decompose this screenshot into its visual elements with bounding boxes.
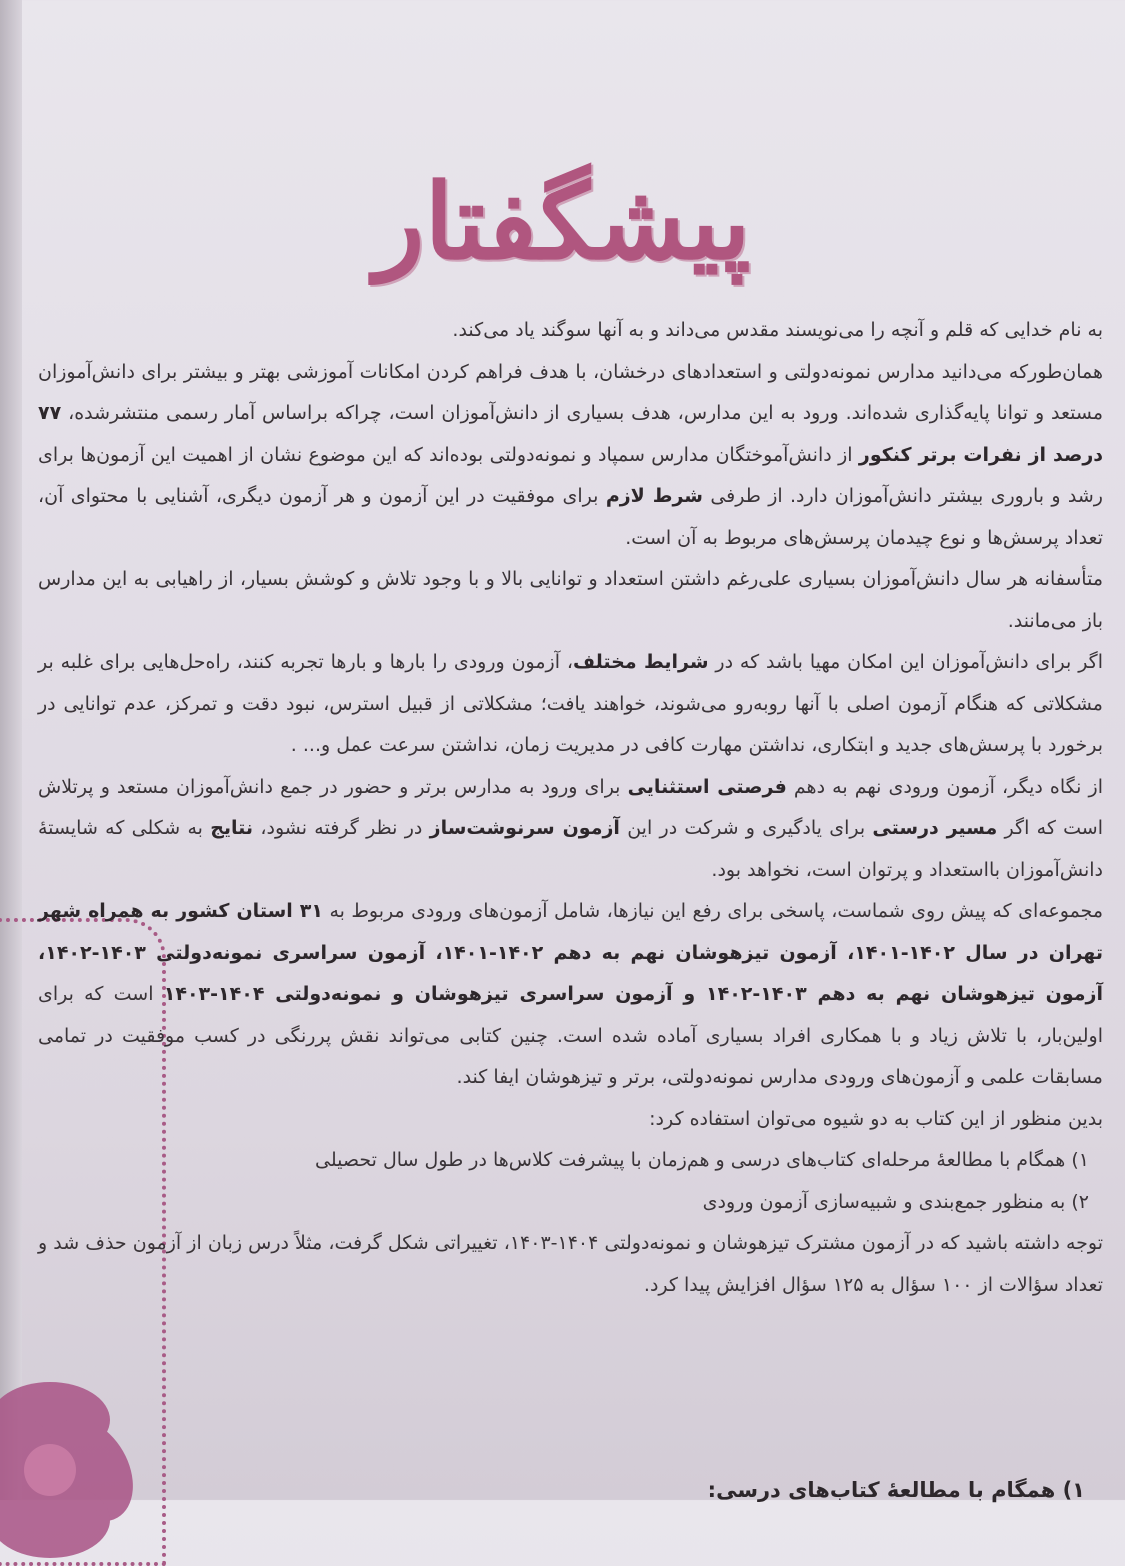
section-heading-cutoff: ۱) همگام با مطالعهٔ کتاب‌های درسی: bbox=[707, 1478, 1085, 1502]
emphasis-opportunity: فرصتی استثنایی bbox=[627, 775, 787, 798]
paragraph-collection: مجموعه‌ای که پیش روی شماست، پاسخی برای رفع این نیازها، شامل آزمون‌های ورودی مربوط به ۳۱ استان کشور به همراه شهر تهران در سال ۱۴۰۲-۱۴۰۱، آزمون تیزهوشان نهم به دهم ۱۴۰۲-۱۴۰۱، آزمون سراسری نمونه‌دولتی ۱۴۰۳-۱۴۰۲، آزمون تیزهوشان نهم به دهم ۱۴۰۳-۱۴۰۲ و آزمون سراسری تیزهوشان و نمونه‌دولتی ۱۴۰۴-۱۴۰۳ است که برای اولین‌بار، با تلاش زیاد و با همکاری افراد بسیاری آماده شده است. چنین کتابی می‌تواند نقش پررنگی در کسب موفقیت در تمامی مسابقات علمی و آزمون‌های ورودی مدارس نمونه‌دولتی، برتر و تیزهوشان ایفا کند. bbox=[38, 900, 1104, 1088]
flower-icon bbox=[0, 1360, 160, 1560]
emphasis-requirement: شرط لازم bbox=[605, 485, 703, 507]
paragraph-opening: به نام خدایی که قلم و آنچه را می‌نویسند مقدس می‌داند و به آنها سوگند یاد می‌کند. bbox=[452, 319, 1103, 341]
paragraph-note: توجه داشته باشید که در آزمون مشترک تیزهوشان و نمونه‌دولتی ۱۴۰۴-۱۴۰۳، تغییراتی شکل گرفت، مثلاً درس زبان از آزمون حذف شد و تعداد سؤالات از ۱۰۰ سؤال به ۱۲۵ سؤال افزایش پیدا کرد. bbox=[38, 1232, 1103, 1296]
paragraph-unfortunately: متأسفانه هر سال دانش‌آموزان بسیاری علی‌رغم داشتن استعداد و توانایی بالا و با وجود تلاش و کوشش بسیار، از راهیابی به این مدارس باز می‌مانند. bbox=[38, 568, 1103, 632]
emphasis-exam-list: ۳۱ استان کشور به همراه شهر تهران در سال ۱۴۰۲-۱۴۰۱، آزمون تیزهوشان نهم به دهم ۱۴۰۲-۱۴۰۱، آزمون سراسری نمونه‌دولتی ۱۴۰۳-۱۴۰۲، آزمون تیزهوشان نهم به دهم ۱۴۰۳-۱۴۰۲ و آزمون سراسری تیزهوشان و نمونه‌دولتی ۱۴۰۴-۱۴۰۳ bbox=[38, 900, 1103, 1005]
emphasis-results: نتایج bbox=[210, 817, 254, 839]
paragraph-usage: بدین منظور از این کتاب به دو شیوه می‌توان استفاده کرد: bbox=[649, 1107, 1103, 1130]
emphasis-conditions: شرایط مختلف bbox=[572, 651, 709, 673]
list-item-1: ۱) همگام با مطالعهٔ مرحله‌ای کتاب‌های درسی و هم‌زمان با پیشرفت کلاس‌ها در طول سال تحصیلی bbox=[315, 1149, 1089, 1171]
paragraph-opportunity: از نگاه دیگر، آزمون ورودی نهم به دهم فرصتی استثنایی برای ورود به مدارس برتر و حضور در جمع دانش‌آموزان مستعد و پرتلاش است که اگر مسیر درستی برای یادگیری و شرکت در این آزمون سرنوشت‌ساز در نظر گرفته نشود، نتایج به شکلی که شایستهٔ دانش‌آموزان بااستعداد و پرتوان است، نخواهد بود. bbox=[38, 775, 1103, 881]
emphasis-path: مسیر درستی bbox=[872, 817, 998, 839]
emphasis-fateful-exam: آزمون سرنوشت‌ساز bbox=[429, 817, 620, 839]
list-item-2: ۲) به منظور جمع‌بندی و شبیه‌سازی آزمون ورودی bbox=[702, 1190, 1089, 1213]
preface-body bbox=[38, 310, 1103, 1306]
paragraph-conditions: اگر برای دانش‌آموزان این امکان مهیا باشد که در شرایط مختلف، آزمون ورودی را بارها و بارها تجربه کنند، راه‌حل‌هایی برای غلبه بر مشکلاتی که هنگام آزمون اصلی با آنها روبه‌رو می‌شوند، خواهند یافت؛ مشکلاتی از قبیل استرس، نبود دقت و تمرکز، عدم توانایی در برخورد با پرسش‌های جدید و ابتکاری، نداشتن مهارت کافی در مدیریت زمان، نداشتن سرعت عمل و... . bbox=[38, 651, 1103, 756]
page-title: پیشگفتار bbox=[374, 160, 751, 283]
paragraph-schools: همان‌طورکه می‌دانید مدارس نمونه‌دولتی و استعدادهای درخشان، با هدف فراهم کردن امکانات آموزشی بهتر و بیشتر برای دانش‌آموزان مستعد و توانا پایه‌گذاری شده‌اند. ورود به این مدارس، هدف بسیاری از دانش‌آموزان است، چراکه براساس آمار رسمی منتشرشده، ۷۷ درصد از نفرات برتر کنکور از دانش‌آموختگان مدارس سمپاد و نمونه‌دولتی بوده‌اند که این موضوع نشان از اهمیت این آزمون‌ها برای رشد و باروری بیشتر دانش‌آموزان دارد. از طرفی شرط لازم برای موفقیت در این آزمون و هر آزمون دیگری، آشنایی با محتوای آن، تعداد پرسش‌ها و نوع چیدمان پرسش‌های مربوط به آن است. bbox=[38, 360, 1104, 549]
emphasis-statistic: ۷۷ درصد از نفرات برتر کنکور bbox=[38, 402, 1104, 466]
